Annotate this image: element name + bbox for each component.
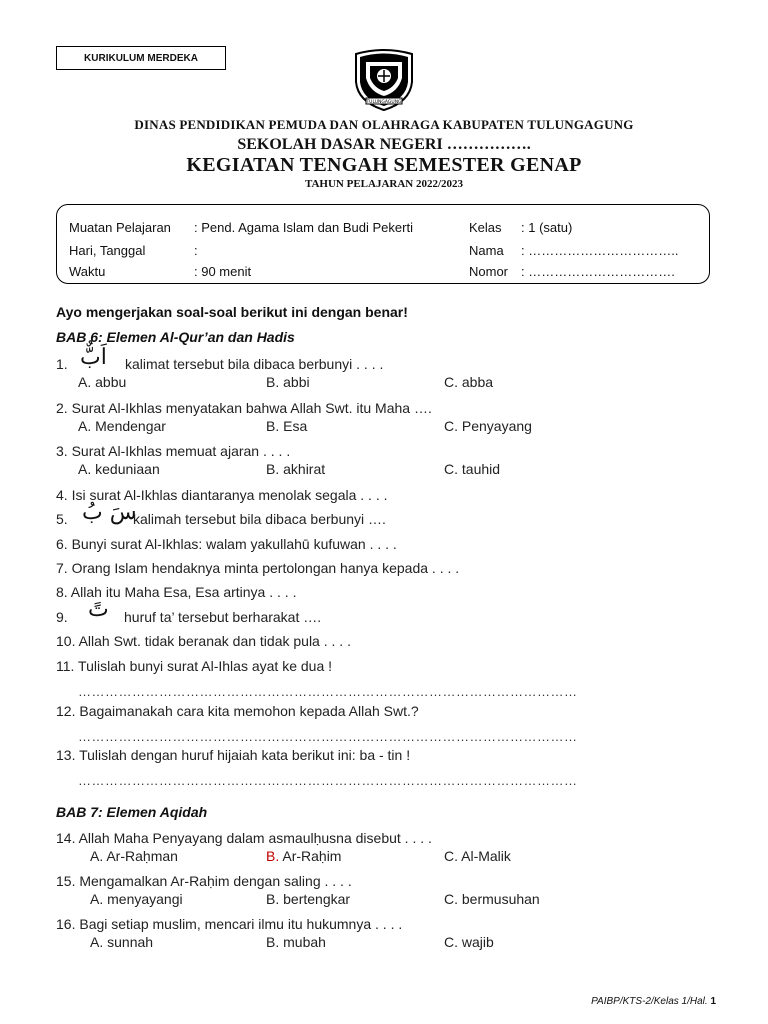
q11-answer-line[interactable]: ………………………………………………………………………………………………… <box>78 684 578 699</box>
section-bab6-title: BAB 6: Elemen Al-Qur’an dan Hadis <box>56 329 295 345</box>
page-number: 1 <box>710 996 716 1007</box>
q1-arabic: اَبٌّ <box>80 345 107 370</box>
q5-arabic: سَ بُ <box>82 500 137 525</box>
q3-text: 3. Surat Al-Ikhlas memuat ajaran . . . . <box>56 443 291 459</box>
tulungagung-emblem-icon <box>348 48 420 112</box>
subject-label: Muatan Pelajaran <box>69 220 171 235</box>
q1-option-c: C. abba <box>444 374 494 390</box>
q15-option-a: A. menyayangi <box>90 891 183 907</box>
q10-text: 10. Allah Swt. tidak beranak dan tidak pula . . . . <box>56 633 351 649</box>
q15-option-b: B. bertengkar <box>266 891 351 907</box>
q8-text: 8. Allah itu Maha Esa, Esa artinya . . . . <box>56 584 297 600</box>
q12-answer-line[interactable]: ………………………………………………………………………………………………… <box>78 729 578 744</box>
q16-option-a: A. sunnah <box>90 934 154 950</box>
q4-text: 4. Isi surat Al-Ikhlas diantaranya menolak segala . . . . <box>56 487 388 503</box>
q2-option-c: C. Penyayang <box>444 418 532 434</box>
q13-text: 13. Tulislah dengan huruf hijaiah kata berikut ini: ba - tin ! <box>56 747 411 763</box>
class-value: : 1 (satu) <box>521 220 573 235</box>
time-value: : 90 menit <box>194 264 252 279</box>
logo-text: TULUNGAGUNG <box>366 100 402 105</box>
q13-answer-line[interactable]: ………………………………………………………………………………………………… <box>78 773 578 788</box>
q5-text: kalimah tersebut bila dibaca berbunyi …. <box>133 511 386 527</box>
q1-number: 1. <box>56 356 68 372</box>
q11-text: 11. Tulislah bunyi surat Al-Ihlas ayat ke dua ! <box>56 658 333 674</box>
q5-number: 5. <box>56 511 68 527</box>
q7-text: 7. Orang Islam hendaknya minta pertolongan hanya kepada . . . . <box>56 560 460 576</box>
q14-option-b-letter: B. <box>266 848 280 864</box>
q12-text: 12. Bagaimanakah cara kita memohon kepada Allah Swt.? <box>56 703 419 719</box>
q14-option-b <box>266 848 341 864</box>
q9-number: 9. <box>56 609 68 625</box>
footer-code: PAIBP/KTS-2/Kelas 1/Hal. <box>591 996 708 1007</box>
instructions: Ayo mengerjakan soal-soal berikut ini dengan benar! <box>56 304 408 320</box>
q15-text: 15. Mengamalkan Ar-Raḥim dengan saling . . . . <box>56 873 352 889</box>
q9-text: huruf ta’ tersebut berharakat …. <box>124 609 322 625</box>
q16-option-b: B. mubah <box>266 934 326 950</box>
header-exam-title: KEGIATAN TENGAH SEMESTER GENAP <box>186 154 582 176</box>
q9-arabic: تً <box>88 597 109 622</box>
q14-option-c: C. Al-Malik <box>444 848 511 864</box>
date-label: Hari, Tanggal <box>69 243 146 258</box>
date-value: : <box>194 243 198 258</box>
q3-option-b: B. akhirat <box>266 461 326 477</box>
q2-option-a: A. Mendengar <box>78 418 166 434</box>
name-label: Nama <box>469 243 504 258</box>
q3-option-a: A. keduniaan <box>78 461 160 477</box>
q3-option-c: C. tauhid <box>444 461 501 477</box>
q14-option-a: A. Ar-Raḥman <box>90 848 178 864</box>
header-agency: DINAS PENDIDIKAN PEMUDA DAN OLAHRAGA KABUPATEN TULUNGAGUNG <box>134 117 634 132</box>
q14-text: 14. Allah Maha Penyayang dalam asmaulḥusna disebut . . . . <box>56 830 432 846</box>
curriculum-badge: KURIKULUM MERDEKA <box>56 46 226 70</box>
q14-option-b-text: Ar-Raḥim <box>279 848 342 864</box>
header-school: SEKOLAH DASAR NEGERI ……………. <box>237 136 531 153</box>
info-box <box>56 204 710 284</box>
q6-text: 6. Bunyi surat Al-Ikhlas: walam yakullahū kufuwan . . . . <box>56 536 397 552</box>
header-year: TAHUN PELAJARAN 2022/2023 <box>304 178 464 190</box>
q2-option-b: B. Esa <box>266 418 308 434</box>
subject-value: : Pend. Agama Islam dan Budi Pekerti <box>194 220 413 235</box>
q16-text: 16. Bagi setiap muslim, mencari ilmu itu hukumnya . . . . <box>56 916 403 932</box>
q1-option-a: A. abbu <box>78 374 127 390</box>
number-label: Nomor <box>469 264 509 279</box>
q1-option-b: B. abbi <box>266 374 310 390</box>
name-field: : …………………………….. <box>521 243 679 258</box>
q1-text: kalimat tersebut bila dibaca berbunyi . . . . <box>125 356 384 372</box>
page-footer <box>591 996 716 1007</box>
time-label: Waktu <box>69 264 106 279</box>
section-bab7-title: BAB 7: Elemen Aqidah <box>56 804 208 820</box>
number-field: : ……………………………. <box>521 264 675 279</box>
q2-text: 2. Surat Al-Ikhlas menyatakan bahwa Allah Swt. itu Maha …. <box>56 400 432 416</box>
q15-option-c: C. bermusuhan <box>444 891 540 907</box>
q16-option-c: C. wajib <box>444 934 494 950</box>
class-label: Kelas <box>469 220 502 235</box>
